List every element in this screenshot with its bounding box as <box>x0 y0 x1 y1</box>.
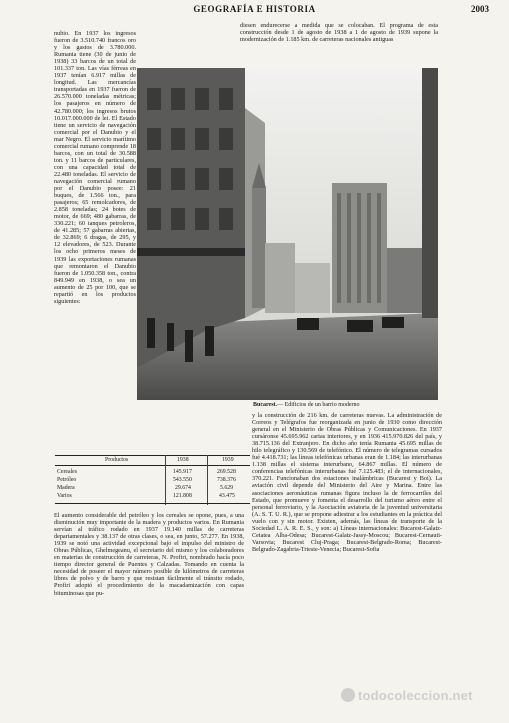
right-column-bottom <box>252 412 442 712</box>
street-photograph <box>137 68 438 400</box>
table-cell: 543.550 <box>173 477 192 483</box>
photo-caption <box>253 402 360 408</box>
table-cell: Madera <box>57 485 75 491</box>
photo-illustration <box>137 68 438 400</box>
body-text-right-bottom: y la construcción de 216 km. de carreteras nuevas. La administración de Correos y Telégrafos fue reorganizada en junio de 1930 como dirección general en el Ministerio de Obras Públicas y Comunicaciones. En 1937 cursáronse 45.695.962 cartas interiores, y en 1936 415.970.826 del país, y 38.715.136 del Extranjero. En dicho año tenía Rumania 45.695 millas de hilo telegráfico y 130.569 de telefónico. El número de telegramas cursados fué 4.418.731; las líneas telefónicas urbanas eran de 1.184; las interurbanas 1.138 millas el sistema interurbano, 64.867 millas. El número de conferencias telefónicas interurbanas fué 7.125.483; el de internacionales, 370.221. Funcionaban dos estaciones inalámbricas (Bucarest y Boí). La aviación civil depende del Ministerio del Aire y Marina. Entre las asociaciones aeronáuticas rumanas figura incluso la de ferrocarriles del Estado, que promueve y fomenta el desarrollo del turismo aéreo entre el personal ferroviario, y la Asociación aviatoria de la juventud universitaria (A. S. T. U. R.), que se propone adiestrar a los estudiantes en la práctica del vuelo con y sin motor. Existen, además, las líneas de transporte de la Sociedad L. A. R. E. S., y son: a) Líneas internacionales: Bucarest-Galatz-Cetatea Alba-Odesa; Bucarest-Galatz-Jassy-Moscou; Bucarest-Cernauti-Varsovia; Bucarest Cluj-Praga; Bucarest-Belgrado-Roma; Bucarest-Belgrado-Zagabria-Trieste-Venecia; Bucarest-Sofia <box>252 412 442 553</box>
export-table <box>55 455 250 505</box>
page-number: 2003 <box>471 4 489 14</box>
table-cell: 29.674 <box>175 485 191 491</box>
caption-text: — Edificios de un barrio moderno <box>277 402 360 408</box>
right-column-top <box>240 22 438 66</box>
left-column-bottom <box>54 512 244 710</box>
table-divider <box>207 455 208 505</box>
table-top-rule <box>55 455 250 456</box>
table-cell: 269.528 <box>217 469 236 475</box>
table-header-products: Productos <box>105 457 129 463</box>
table-cell: 121.808 <box>173 493 192 499</box>
left-column-mid <box>54 412 244 454</box>
table-header-1938: 1938 <box>177 457 189 463</box>
table-cell: 145.917 <box>173 469 192 475</box>
table-cell: Cereales <box>57 469 77 475</box>
caption-place: Bucarest. <box>253 402 278 408</box>
table-divider <box>165 455 166 505</box>
table-cell: Petróleo <box>57 477 77 483</box>
body-text-right-top: diesen endurecerse a medida que se colocaban. El programa de esta construcción desde 1 de agosto de 1938 a 1 de agosto de 1939 supone la modernización de 1.185 km. de carreteras nacionales antiguas <box>240 22 438 44</box>
table-header-rule <box>55 465 250 466</box>
left-column-top <box>54 30 136 453</box>
watermark: todocoleccion.net <box>358 688 473 703</box>
table-bottom-rule <box>55 503 250 504</box>
running-title: GEOGRAFÍA E HISTORIA <box>193 4 316 14</box>
table-cell: 738.376 <box>217 477 236 483</box>
body-text-left-top: nubio. En 1937 los ingresos fueron de 3.510.740 francos oro y los gastos de 3.780.000. Rumania tiene (30 de junio de 1938) 33 barcos de un total de 101.337 ton. Las vías férreas en 1937 tenían 6.917 millas de longitud. Las mercancías transportadas en 1937 fueron de 26.570.000 toneladas métricas; los pasajeros en número de 42.780.000; los ingresos brutos 10.017.000.000 de lei. El Estado tiene un servicio de navegación comercial por el Danubio y el mar Negro. El servicio marítimo comercial rumano comprende 18 barcos, con un total de 30.588 ton. y 11 barcos de particulares, con una capacidad total de 22.480 toneladas. El servicio de navegación comercial rumano por el Danubio posee: 21 buques, de 1.566 ton., para pasajeros; 65 remolcadores, de 2.858 toneladas; 24 botes de motor, de 669; 480 gabarras, de 330.221; 60 tanques petroleros, de 41.285; 57 gabarras abiertas, de 32.869; 6 dragas, de 295, y 12 elevadores, de 523. Durante los ocho primeros meses de 1939 las exportaciones rumanas que remontaron el Danubio fueron de 1.050.358 ton., contra 849.949 en 1938, o sea un aumento de 25 por 100, que se repartió en los productos siguientes: <box>54 30 136 305</box>
todocoleccion-logo-icon <box>341 688 355 702</box>
table-cell: 5.629 <box>220 485 234 491</box>
table-cell: Varios <box>57 493 72 499</box>
body-text-left-bottom: El aumento considerable del petróleo y los cereales se opone, pues, a una disminución muy importante de la madera y productos varios. En Rumania servían al tráfico rodado en 1937 19.140 millas de carreteras departamentales y 38.137 de otras clases, o sea, en junto, 57.277. En 1938, 1939 se notó una actividad excepcional bajo el impulso del ministro de Obras Públicas, Ghelmegeanu, el secretario del mismo y los colaboradores en materias de construcción de carreteras, N. Profiri, nombrado hacía poco tiempo director general de Puentes y Calzadas. Tomando en cuenta la necesidad de poseer el mayor número posible de kilómetros de carreteras libres de polvo y de barro y que resistan fácilmente el tránsito rodado, Profiri adoptó el procedimiento de la macadamización con capas bituminosas que pu- <box>54 512 244 597</box>
page-header <box>0 4 509 18</box>
table-header-1939: 1939 <box>222 457 234 463</box>
table-cell: 43.475 <box>219 493 235 499</box>
